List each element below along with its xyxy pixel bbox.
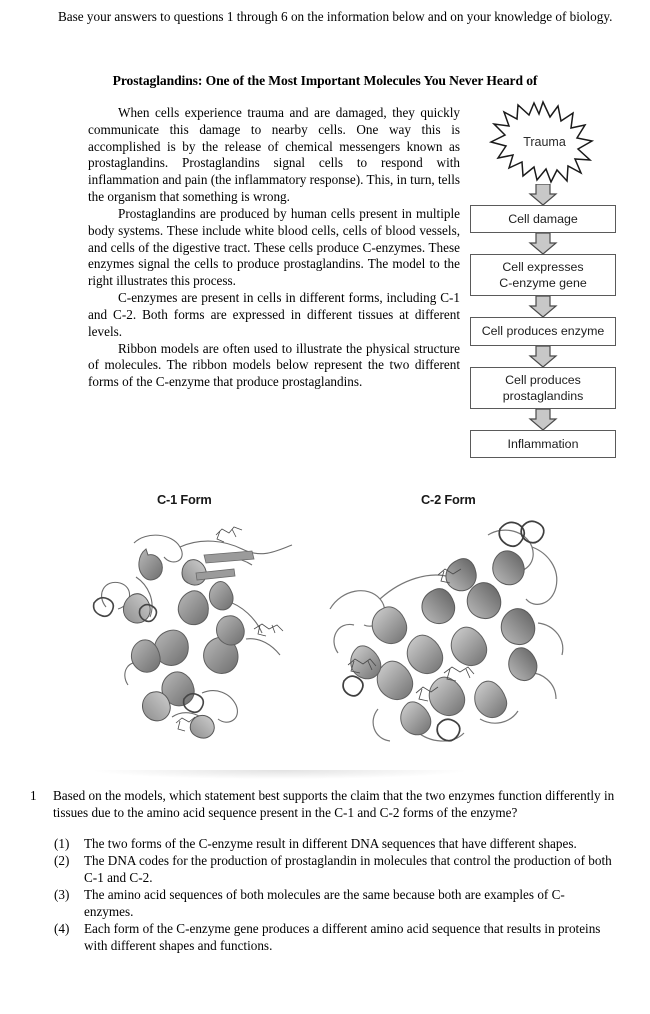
choice-marker-3: (3) <box>54 887 70 903</box>
question-number: 1 <box>30 788 37 803</box>
flow-step-4-line-1: Cell produces <box>505 372 581 387</box>
question-1-block <box>0 787 650 954</box>
flow-step-2-line-1: Cell expresses <box>502 260 584 275</box>
answer-choice-1[interactable] <box>0 835 650 852</box>
page-title: Prostaglandins: One of the Most Important Molecules You Never Heard of <box>112 73 538 88</box>
intro-instructions <box>30 8 622 25</box>
flow-arrow-2-icon <box>468 233 618 254</box>
trauma-label: Trauma <box>523 135 566 149</box>
flow-step-cell-produces-prostaglandins <box>470 367 616 409</box>
ribbon-label-c1: C-1 Form <box>157 492 212 507</box>
choice-marker-2: (2) <box>54 853 70 869</box>
answer-choice-2[interactable] <box>0 852 650 886</box>
choice-marker-4: (4) <box>54 921 70 937</box>
choice-text-4: Each form of the C-enzyme gene produces a different amino acid sequence that results in proteins with different shapes and functions. <box>84 921 601 954</box>
flow-arrow-5-icon <box>468 409 618 430</box>
passage-paragraph-1: When cells experience trauma and are damaged, they quickly communicate this damage to nearby cells. One way this is accomplished is by the release of chemical messengers known as prostaglandins. Prostaglandins signal cells to respond with inflammation and pain (the inflammatory response). This, in turn, tells the organism that something is wrong. <box>88 105 460 205</box>
choice-text-3: The amino acid sequences of both molecules are the same because both are examples of C-enzymes. <box>84 887 565 920</box>
flow-step-4-line-2: prostaglandins <box>502 388 584 403</box>
choice-marker-1: (1) <box>54 836 70 852</box>
answer-choices <box>0 835 650 954</box>
question-1-row <box>0 787 650 821</box>
flow-arrow-1-icon <box>468 184 618 205</box>
page-fold-shadow <box>95 770 465 779</box>
flow-arrow-4-icon <box>468 346 618 367</box>
passage-paragraph-2: Prostaglandins are produced by human cells present in multiple body systems. These include white blood cells, cells of blood vessels, and cells of the digestive tract. These cells produce C-enzymes. These enzymes signal the cells to produce prostaglandins. The model to the right illustrates this process. <box>88 205 460 289</box>
flow-step-cell-produces-enzyme: Cell produces enzyme <box>470 317 616 345</box>
passage-body <box>88 105 460 391</box>
ribbon-model-c2-image <box>320 513 570 756</box>
trauma-starburst <box>488 100 598 184</box>
ribbon-model-c1-image <box>76 521 306 741</box>
flow-step-inflammation: Inflammation <box>470 430 616 458</box>
flow-step-2-line-2: C-enzyme gene <box>499 276 587 291</box>
flowchart-diagram <box>468 100 618 458</box>
question-text: Based on the models, which statement best supports the claim that the two enzymes function differently in tissues due to the amino acid sequence present in the C-1 and C-2 forms of the enzyme? <box>53 788 615 821</box>
choice-text-1: The two forms of the C-enzyme result in different DNA sequences that have different shapes. <box>84 836 577 852</box>
flow-step-cell-expresses-gene <box>470 254 616 296</box>
passage-paragraph-3: C-enzymes are present in cells in different forms, including C-1 and C-2. Both forms are expressed in different tissues at different levels. <box>88 290 460 339</box>
passage-paragraph-4: Ribbon models are often used to illustrate the physical structure of molecules. The ribbon models below represent the two different forms of the C-enzyme that produce prostaglandins. <box>88 340 460 390</box>
choice-text-2: The DNA codes for the production of prostaglandin in molecules that control the production of both C-1 and C-2. <box>84 853 612 886</box>
ribbon-models-figure <box>0 483 650 783</box>
ribbon-label-c2: C-2 Form <box>421 492 476 507</box>
answer-choice-3[interactable] <box>0 886 650 920</box>
intro-text: Base your answers to questions 1 through 6 on the information below and on your knowledge of biology. <box>58 9 613 24</box>
answer-choice-4[interactable] <box>0 920 650 954</box>
flow-step-cell-damage: Cell damage <box>470 205 616 233</box>
flow-arrow-3-icon <box>468 296 618 317</box>
